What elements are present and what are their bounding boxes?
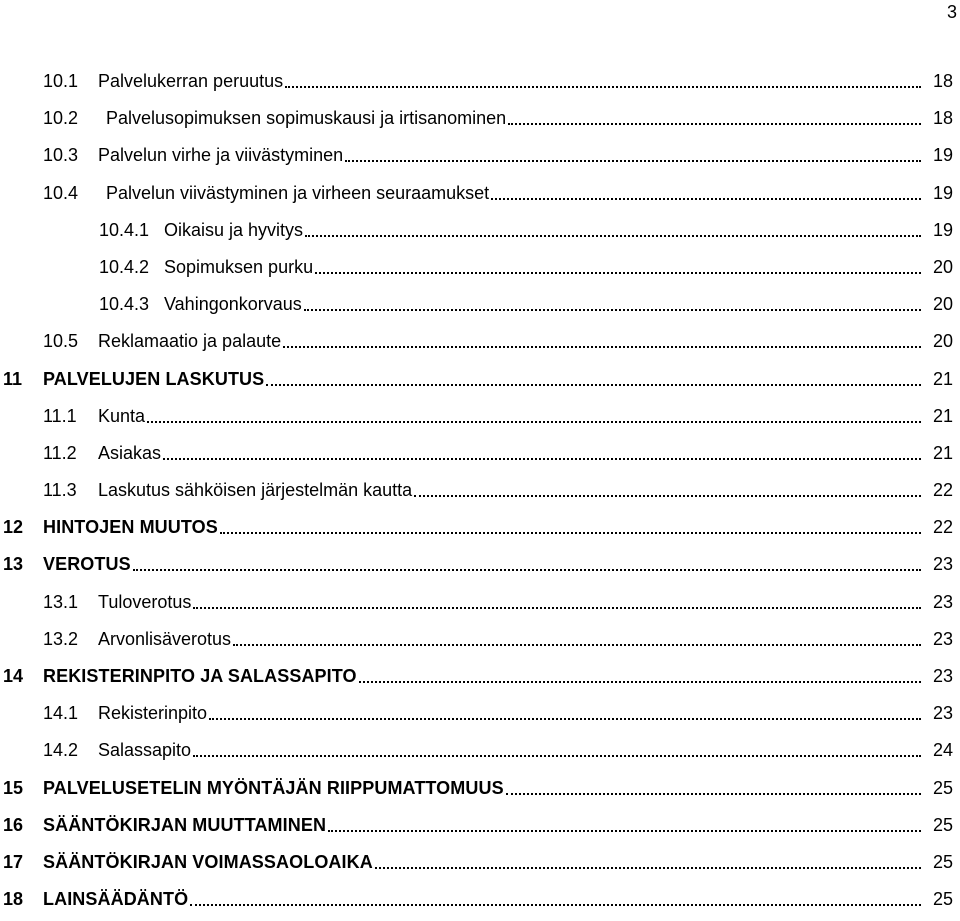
toc-dot-leader <box>303 289 923 319</box>
toc-entry-line <box>164 289 954 319</box>
toc-entry-number: 16 <box>3 810 23 840</box>
toc-entry-number: 14.2 <box>43 735 78 765</box>
toc-dot-leader <box>282 326 923 356</box>
toc-entry-page: 25 <box>932 889 953 910</box>
toc-dot-leader <box>265 364 923 394</box>
toc-entry-page: 19 <box>932 219 953 240</box>
toc-entry-page: 18 <box>932 71 953 91</box>
toc-entry-number: 10.4 <box>43 178 78 208</box>
toc-dot-leader <box>507 103 923 133</box>
page-number: 3 <box>946 2 957 22</box>
toc-entry-title: REKISTERINPITO JA SALASSAPITO <box>43 661 358 691</box>
toc-entry-title: Asiakas <box>98 438 162 468</box>
toc-entry[interactable] <box>0 698 960 735</box>
toc-entry-number: 11 <box>3 364 22 394</box>
toc-entry-title: SÄÄNTÖKIRJAN VOIMASSAOLOAIKA <box>43 847 374 877</box>
toc-entry-number: 13.2 <box>43 624 78 654</box>
toc-dot-leader <box>219 512 923 542</box>
toc-entry-page: 23 <box>932 554 953 575</box>
toc-entry-number: 11.3 <box>43 475 77 505</box>
toc-entry-page: 22 <box>932 517 953 538</box>
toc-entry-line <box>164 215 954 245</box>
toc-entry-line <box>43 549 954 579</box>
toc-dot-leader <box>413 475 923 505</box>
toc-dot-leader <box>162 438 923 468</box>
toc-entry-title: Kunta <box>98 401 146 431</box>
toc-entry-page: 23 <box>932 703 953 724</box>
toc-entry[interactable] <box>0 289 960 326</box>
toc-entry-number: 11.2 <box>43 438 77 468</box>
toc-entry-line <box>106 103 954 133</box>
toc-entry-page: 25 <box>932 851 953 872</box>
toc-dot-leader <box>344 140 923 170</box>
toc-dot-leader <box>132 549 923 579</box>
toc-entry-number: 10.4.3 <box>99 289 149 319</box>
toc-entry-line <box>98 438 954 468</box>
toc-entry-line <box>98 624 954 654</box>
toc-entry-title: SÄÄNTÖKIRJAN MUUTTAMINEN <box>43 810 327 840</box>
toc-entry-number: 10.5 <box>43 326 78 356</box>
toc-entry-line <box>43 773 954 803</box>
toc-entry-title: Reklamaatio ja palaute <box>98 326 282 356</box>
toc-dot-leader <box>208 698 923 728</box>
toc-entry-number: 14 <box>3 661 23 691</box>
toc-entry-title: Salassapito <box>98 735 192 765</box>
toc-entry-number: 10.4.2 <box>99 252 149 282</box>
toc-entry-page: 18 <box>932 108 953 129</box>
toc-entry[interactable] <box>0 66 960 103</box>
toc-dot-leader <box>284 66 923 96</box>
toc-entry[interactable] <box>0 549 960 586</box>
toc-entry-title: Oikaisu ja hyvitys <box>164 215 304 245</box>
toc-entry[interactable] <box>0 215 960 252</box>
toc-entry-number: 13 <box>3 549 23 579</box>
toc-entry-page: 23 <box>932 591 953 612</box>
toc-entry[interactable] <box>0 512 960 549</box>
toc-entry[interactable] <box>0 810 960 847</box>
toc-entry-line <box>106 178 954 208</box>
toc-entry-title: Palvelusopimuksen sopimuskausi ja irtisanominen <box>106 103 507 133</box>
toc-dot-leader <box>232 624 923 654</box>
toc-entry[interactable] <box>0 401 960 438</box>
toc-entry-title: Arvonlisäverotus <box>98 624 232 654</box>
toc-entry-page: 24 <box>932 740 953 761</box>
toc-entry[interactable] <box>0 735 960 772</box>
toc-dot-leader <box>192 587 923 617</box>
toc-entry-line <box>98 698 954 728</box>
toc-entry[interactable] <box>0 587 960 624</box>
toc-entry-page: 20 <box>932 331 953 352</box>
toc-entry-number: 10.4.1 <box>99 215 149 245</box>
toc-entry-line <box>43 512 954 542</box>
toc-entry-number: 17 <box>3 847 23 877</box>
toc-entry-number: 10.1 <box>43 66 78 96</box>
toc-entry-number: 11.1 <box>43 401 77 431</box>
toc-dot-leader <box>358 661 923 691</box>
toc-entry-line <box>43 364 954 394</box>
toc-entry-number: 10.3 <box>43 140 78 170</box>
toc-entry-line <box>98 587 954 617</box>
toc-dot-leader <box>374 847 923 877</box>
toc-entry-line <box>43 810 954 840</box>
toc-entry-page: 21 <box>932 405 953 426</box>
toc-entry-number: 15 <box>3 773 23 803</box>
toc-entry-line <box>43 847 954 877</box>
toc-entry[interactable] <box>0 884 960 921</box>
toc-entry-page: 20 <box>932 256 953 277</box>
toc-entry-number: 18 <box>3 884 23 914</box>
toc-entry-line <box>98 475 954 505</box>
toc-entry-page: 21 <box>932 442 953 463</box>
toc-entry-page: 25 <box>932 814 953 835</box>
toc-dot-leader <box>146 401 923 431</box>
toc-entry-line <box>98 735 954 765</box>
toc-dot-leader <box>314 252 923 282</box>
toc-entry-number: 10.2 <box>43 103 78 133</box>
toc-dot-leader <box>192 735 923 765</box>
toc-entry-page: 19 <box>932 145 953 166</box>
toc-entry-number: 12 <box>3 512 23 542</box>
toc-entry[interactable] <box>0 438 960 475</box>
table-of-contents <box>0 66 960 921</box>
toc-entry-page: 25 <box>932 777 953 798</box>
toc-entry-title: Rekisterinpito <box>98 698 208 728</box>
toc-entry-title: PALVELUJEN LASKUTUS <box>43 364 265 394</box>
toc-entry-title: PALVELUSETELIN MYÖNTÄJÄN RIIPPUMATTOMUUS <box>43 773 505 803</box>
toc-entry[interactable] <box>0 661 960 698</box>
toc-entry-title: Palvelun viivästyminen ja virheen seuraamukset <box>106 178 490 208</box>
toc-entry-number: 13.1 <box>43 587 78 617</box>
toc-dot-leader <box>505 773 923 803</box>
toc-entry-title: Laskutus sähköisen järjestelmän kautta <box>98 475 413 505</box>
toc-entry[interactable] <box>0 178 960 215</box>
toc-entry-page: 20 <box>932 294 953 315</box>
toc-entry[interactable] <box>0 773 960 810</box>
toc-entry-title: Tuloverotus <box>98 587 192 617</box>
toc-entry-line <box>98 326 954 356</box>
toc-entry-page: 23 <box>932 666 953 686</box>
toc-entry-line <box>43 661 954 691</box>
toc-entry[interactable] <box>0 475 960 512</box>
toc-entry-line <box>98 401 954 431</box>
toc-dot-leader <box>490 178 923 208</box>
toc-entry-title: Palvelun virhe ja viivästyminen <box>98 140 344 170</box>
toc-entry[interactable] <box>0 140 960 177</box>
toc-entry-number: 14.1 <box>43 698 78 728</box>
toc-entry[interactable] <box>0 103 960 140</box>
toc-entry-title: Sopimuksen purku <box>164 252 314 282</box>
toc-entry-title: VEROTUS <box>43 549 132 579</box>
toc-entry-line <box>98 66 954 96</box>
toc-entry[interactable] <box>0 252 960 289</box>
toc-dot-leader <box>304 215 923 245</box>
toc-entry-title: Vahingonkorvaus <box>164 289 303 319</box>
toc-entry-line <box>98 140 954 170</box>
toc-entry[interactable] <box>0 624 960 661</box>
toc-entry-page: 22 <box>932 480 953 501</box>
toc-entry-page: 21 <box>932 368 953 389</box>
toc-entry[interactable] <box>0 364 960 401</box>
toc-entry-page: 19 <box>932 182 953 203</box>
toc-entry-title: LAINSÄÄDÄNTÖ <box>43 884 189 914</box>
toc-entry[interactable] <box>0 847 960 884</box>
toc-entry-page: 23 <box>932 628 953 649</box>
toc-dot-leader <box>327 810 923 840</box>
toc-entry-title: HINTOJEN MUUTOS <box>43 512 219 542</box>
toc-entry-line <box>164 252 954 282</box>
toc-entry[interactable] <box>0 326 960 363</box>
toc-entry-title: Palvelukerran peruutus <box>98 66 284 96</box>
